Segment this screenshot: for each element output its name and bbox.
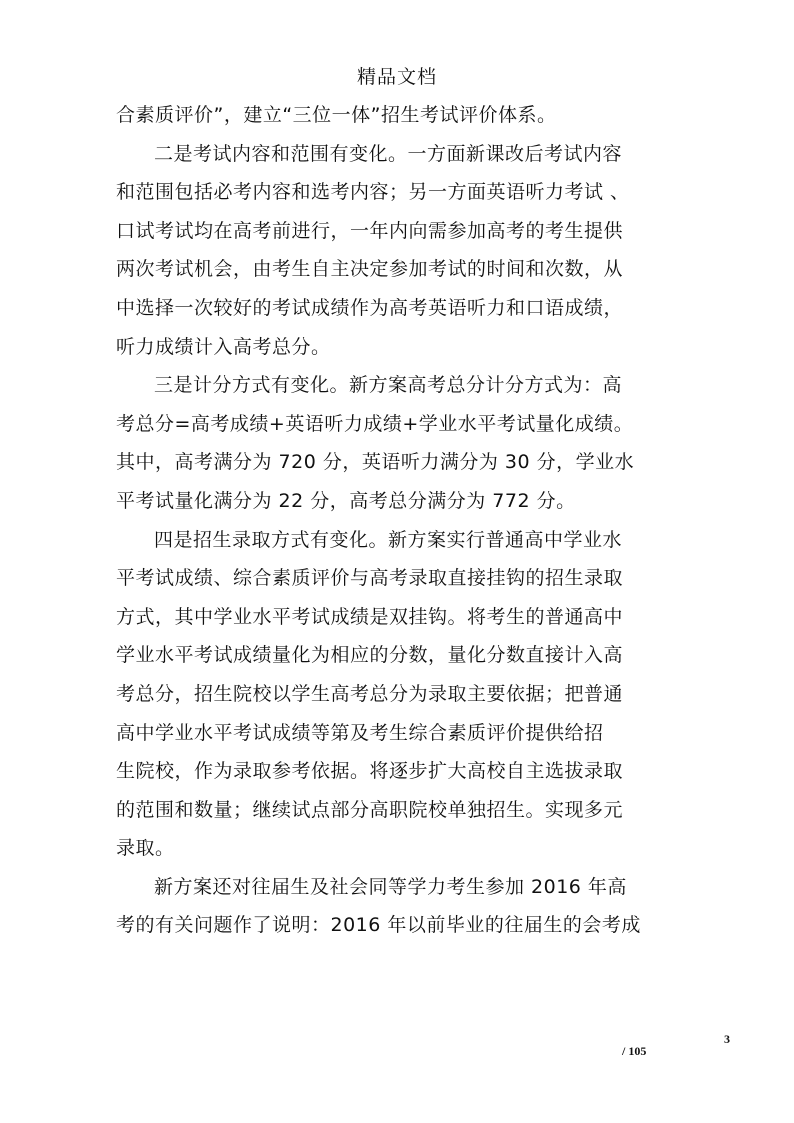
text-line: 和范围包括必考内容和选考内容；另一方面英语听力考试 、 [116,181,630,204]
text-line: 听力成绩计入高考总分。 [116,335,331,358]
text-line: 三是计分方式有变化。新方案高考总分计分方式为：高 [154,374,623,397]
text-line: 中选择一次较好的考试成绩作为高考英语听力和口语成绩， [116,296,624,319]
paragraph-continuation [116,96,676,135]
text-line: 考总分=高考成绩+英语听力成绩+学业水平考试量化成绩。 [116,412,634,435]
paragraph-admission [116,521,676,868]
text-line: 其中，高考满分为 720 分，英语听力满分为 30 分，学业水 [116,451,635,474]
text-line: 平考试成绩、综合素质评价与高考录取直接挂钩的招生录取 [116,567,624,590]
text-line: 四是招生录取方式有变化。新方案实行普通高中学业水 [154,528,623,551]
text-line: 考的有关问题作了说明：2016 年以前毕业的往届生的会考成 [116,914,641,937]
text-line: 平考试量化满分为 22 分，高考总分满分为 772 分。 [116,489,576,512]
text-line: 录取。 [116,837,175,860]
text-line: 合素质评价”，建立“三位一体”招生考试评价体系。 [116,104,557,126]
text-line: 学业水平考试成绩量化为相应的分数，量化分数直接计入高 [116,644,624,667]
paragraph-previous-graduates [116,868,676,945]
document-body [116,96,676,945]
text-line: 方式，其中学业水平考试成绩是双挂钩。将考生的普通高中 [116,605,624,628]
paragraph-exam-content [116,135,676,367]
text-line: 二是考试内容和范围有变化。一方面新课改后考试内容 [154,142,623,165]
page-total: / 105 [622,1044,647,1058]
page-number: 3 [724,1032,730,1046]
text-line: 的范围和数量；继续试点部分高职院校单独招生。实现多元 [116,798,624,821]
text-line: 考总分，招生院校以学生高考总分为录取主要依据；把普通 [116,682,624,705]
text-line: 生院校，作为录取参考依据。将逐步扩大高校自主选拔录取 [116,760,624,783]
text-line: 高中学业水平考试成绩等第及考生综合素质评价提供给招 [116,721,604,744]
paragraph-scoring [116,366,676,520]
page-header: 精品文档 [356,66,437,88]
text-line: 新方案还对往届生及社会同等学力考生参加 2016 年高 [154,875,627,898]
text-line: 口试考试均在高考前进行，一年内向需参加高考的考生提供 [116,219,624,242]
text-line: 两次考试机会，由考生自主决定参加考试的时间和次数，从 [116,258,624,281]
